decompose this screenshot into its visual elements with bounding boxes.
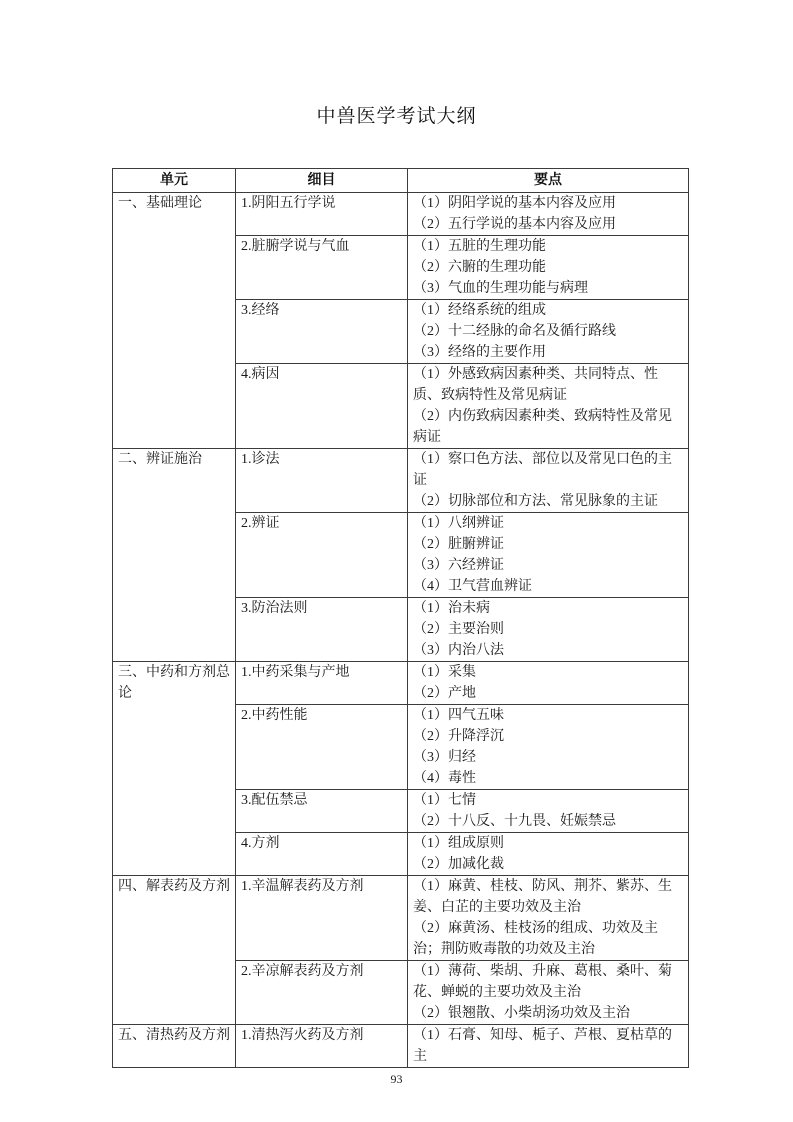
- points-cell: [408, 876, 689, 961]
- point-line: （1）麻黄、桂枝、防风、荆芥、紫苏、生姜、白芷的主要功效及主治: [413, 879, 672, 915]
- point-line: （1）薄荷、柴胡、升麻、葛根、桑叶、菊花、蝉蜕的主要功效及主治: [413, 964, 672, 1000]
- point-line: （1）外感致病因素种类、共同特点、性质、致病特性及常见病证: [413, 367, 658, 403]
- point-line: （2）加减化裁: [413, 857, 504, 872]
- point-line: （2）产地: [413, 686, 476, 701]
- point-line: （2）六腑的生理功能: [413, 260, 546, 275]
- detail-cell: 2.中药性能: [236, 705, 408, 790]
- points-cell: [408, 790, 689, 833]
- points-cell: [408, 833, 689, 876]
- point-line: （1）采集: [413, 665, 476, 680]
- points-cell: [408, 364, 689, 449]
- points-cell: [408, 705, 689, 790]
- points-cell: [408, 513, 689, 598]
- point-line: （3）气血的生理功能与病理: [413, 281, 588, 296]
- point-line: （1）八纲辨证: [413, 516, 504, 531]
- detail-cell: 1.辛温解表药及方剂: [236, 876, 408, 961]
- detail-cell: 3.防治法则: [236, 598, 408, 662]
- point-line: （2）麻黄汤、桂枝汤的组成、功效及主治；荆防败毒散的功效及主治: [413, 921, 658, 957]
- point-line: （3）六经辨证: [413, 558, 504, 573]
- table-row: [113, 662, 689, 705]
- points-cell: [408, 662, 689, 705]
- detail-cell: 1.中药采集与产地: [236, 662, 408, 705]
- point-line: （4）毒性: [413, 771, 476, 786]
- column-header-2: 要点: [408, 169, 689, 193]
- point-line: （1）经络系统的组成: [413, 303, 546, 318]
- point-line: （1）七情: [413, 793, 476, 808]
- table-header-row: [113, 169, 689, 193]
- column-header-0: 单元: [113, 169, 236, 193]
- point-line: （3）内治八法: [413, 643, 504, 658]
- point-line: （1）治未病: [413, 601, 490, 616]
- detail-cell: 2.辨证: [236, 513, 408, 598]
- table-row: [113, 876, 689, 961]
- detail-cell: 2.辛凉解表药及方剂: [236, 961, 408, 1025]
- unit-cell: 二、辨证施治: [113, 449, 236, 662]
- points-cell: [408, 236, 689, 300]
- point-line: （1）组成原则: [413, 836, 504, 851]
- detail-cell: 1.诊法: [236, 449, 408, 513]
- point-line: （2）十八反、十九畏、妊娠禁忌: [413, 814, 616, 829]
- point-line: （2）银翘散、小柴胡汤功效及主治: [413, 1006, 630, 1021]
- point-line: （2）主要治则: [413, 622, 504, 637]
- points-cell: [408, 193, 689, 236]
- point-line: （2）五行学说的基本内容及应用: [413, 217, 616, 232]
- point-line: （2）十二经脉的命名及循行路线: [413, 324, 616, 339]
- point-line: （2）切脉部位和方法、常见脉象的主证: [413, 494, 658, 509]
- point-line: （3）经络的主要作用: [413, 345, 546, 360]
- detail-cell: 4.病因: [236, 364, 408, 449]
- points-cell: [408, 300, 689, 364]
- points-cell: [408, 1025, 689, 1068]
- point-line: （2）脏腑辨证: [413, 537, 504, 552]
- document-title: 中兽医学考试大纲: [316, 106, 477, 127]
- detail-cell: 2.脏腑学说与气血: [236, 236, 408, 300]
- detail-cell: 4.方剂: [236, 833, 408, 876]
- point-line: （4）卫气营血辨证: [413, 579, 532, 594]
- table-row: [113, 193, 689, 236]
- page-number: 93: [390, 1072, 403, 1086]
- unit-cell: 五、清热药及方剂: [113, 1025, 236, 1068]
- point-line: （3）归经: [413, 750, 476, 765]
- point-line: （1）五脏的生理功能: [413, 239, 546, 254]
- table-row: [113, 1025, 689, 1068]
- unit-cell: 四、解表药及方剂: [113, 876, 236, 1025]
- unit-cell: 三、中药和方剂总论: [113, 662, 236, 876]
- point-line: （1）四气五味: [413, 708, 504, 723]
- point-line: （2）升降浮沉: [413, 729, 504, 744]
- table-row: [113, 449, 689, 513]
- points-cell: [408, 961, 689, 1025]
- detail-cell: 3.经络: [236, 300, 408, 364]
- point-line: （1）石膏、知母、栀子、芦根、夏枯草的主: [413, 1028, 672, 1064]
- syllabus-table: [112, 168, 689, 1068]
- unit-cell: 一、基础理论: [113, 193, 236, 449]
- points-cell: [408, 449, 689, 513]
- detail-cell: 3.配伍禁忌: [236, 790, 408, 833]
- point-line: （1）阴阳学说的基本内容及应用: [413, 196, 616, 211]
- points-cell: [408, 598, 689, 662]
- point-line: （2）内伤致病因素种类、致病特性及常见病证: [413, 409, 672, 445]
- column-header-1: 细目: [236, 169, 408, 193]
- detail-cell: 1.阴阳五行学说: [236, 193, 408, 236]
- point-line: （1）察口色方法、部位以及常见口色的主证: [413, 452, 672, 488]
- detail-cell: 1.清热泻火药及方剂: [236, 1025, 408, 1068]
